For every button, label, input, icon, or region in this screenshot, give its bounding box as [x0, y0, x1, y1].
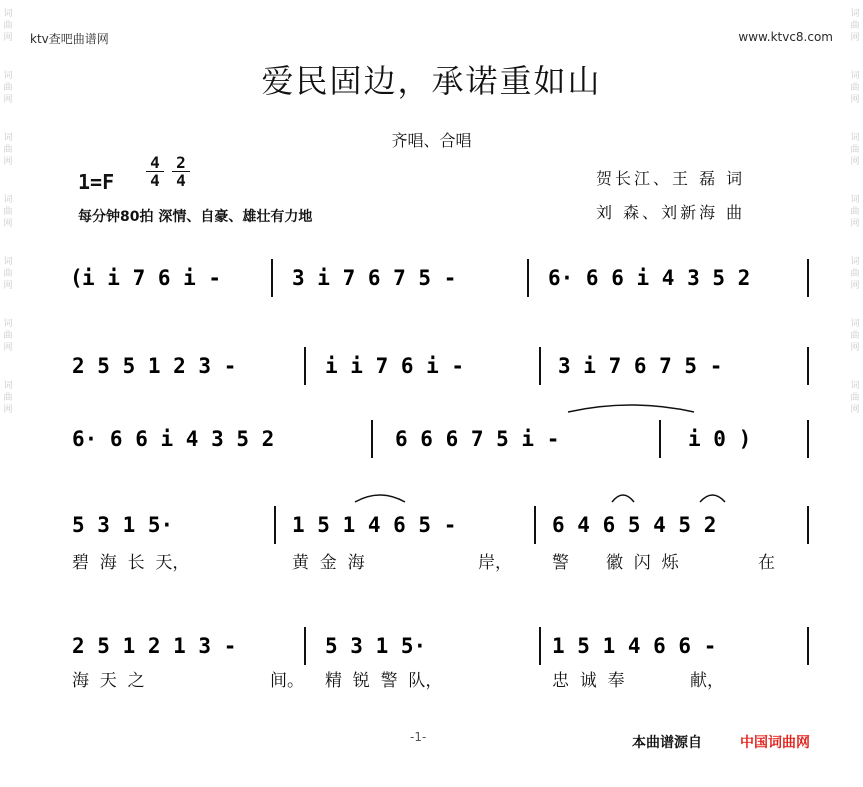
watermark-char: 网	[850, 405, 860, 415]
lyric-text: 在	[758, 553, 775, 573]
watermark-char: 网	[850, 281, 860, 291]
watermark-char: 曲	[850, 83, 860, 93]
watermark-char: 词	[3, 195, 13, 205]
score-measure: 6 4 6 5 4 5 2	[552, 513, 717, 537]
score-measure: 3 i 7 6 7 5 -	[558, 354, 723, 378]
meter-2-denominator: 4	[176, 171, 186, 190]
lyric-text: 岸，	[478, 553, 512, 573]
score-measure: (	[70, 266, 83, 290]
site-url-right: www.ktvc8.com	[738, 30, 833, 44]
watermark-char: 网	[3, 95, 13, 105]
lyric-text: 碧 海 长 天，	[72, 553, 190, 573]
composer-credit: 刘 森、刘新海 曲	[596, 203, 746, 222]
watermark-char: 网	[850, 343, 860, 353]
lyric-text: 精 锐 警 队，	[325, 671, 443, 691]
key-signature: 1=F	[78, 170, 115, 194]
score-measure: i i 7 6 i -	[325, 354, 465, 378]
lyric-text: 献，	[690, 671, 724, 691]
watermark-char: 曲	[850, 393, 860, 403]
meter-1-numerator: 4	[146, 154, 164, 172]
lyric-text: 警	[552, 553, 569, 573]
slur-arc	[355, 495, 405, 502]
lyric-text: 海 天 之	[72, 671, 145, 691]
watermark-char: 网	[3, 343, 13, 353]
watermark-char: 网	[850, 219, 860, 229]
watermark-char: 曲	[3, 145, 13, 155]
score-measure: 6· 6 6 i 4 3 5 2	[72, 427, 275, 451]
watermark-char: 曲	[3, 393, 13, 403]
watermark-char: 词	[850, 319, 860, 329]
watermark-char: 词	[3, 381, 13, 391]
slur-arc	[568, 405, 694, 412]
score-measure: 1 5 1 4 6 5 -	[292, 513, 457, 537]
watermark-char: 曲	[3, 331, 13, 341]
watermark-char: 网	[850, 33, 860, 43]
lyricist-credit: 贺长江、王 磊 词	[596, 169, 746, 188]
lyric-text: 徽 闪 烁	[606, 553, 679, 573]
watermark-char: 网	[850, 157, 860, 167]
score-measure: 5 3 1 5·	[72, 513, 174, 537]
watermark-char: 曲	[3, 269, 13, 279]
watermark-char: 曲	[3, 207, 13, 217]
score-measure: 2 5 5 1 2 3 -	[72, 354, 237, 378]
watermark-char: 曲	[3, 83, 13, 93]
watermark-char: 词	[850, 133, 860, 143]
watermark-char: 词	[850, 195, 860, 205]
slur-arc	[612, 495, 634, 502]
source-brand: 中国词曲网	[740, 735, 810, 751]
source-text: 本曲谱源自	[632, 735, 702, 751]
score-measure: 5 3 1 5·	[325, 634, 427, 658]
lyric-text: 忠 诚 奉	[552, 671, 625, 691]
watermark-char: 曲	[850, 207, 860, 217]
watermark-char: 词	[3, 133, 13, 143]
watermark-char: 网	[3, 33, 13, 43]
lyric-text: 间。	[270, 671, 304, 691]
watermark-char: 词	[3, 71, 13, 81]
song-title: 爱民固边，承诺重如山	[261, 62, 602, 100]
watermark-char: 曲	[850, 21, 860, 31]
watermark-char: 词	[3, 257, 13, 267]
score-measure: i 0 )	[688, 427, 752, 451]
site-name-left: ktv查吧曲谱网	[30, 32, 109, 46]
score-measure: 6 6 6 7 5 i -	[395, 427, 560, 451]
watermark-char: 词	[3, 319, 13, 329]
meter-2-numerator: 2	[172, 154, 190, 172]
watermark-char: 词	[850, 9, 860, 19]
page-number: -1-	[410, 730, 427, 744]
score-measure: 2 5 1 2 1 3 -	[72, 634, 237, 658]
tempo-marking: 每分钟80拍 深情、自豪、雄壮有力地	[78, 209, 313, 225]
meter-1-denominator: 4	[150, 171, 160, 190]
watermark-char: 曲	[850, 331, 860, 341]
lyric-text: 黄 金 海	[292, 553, 365, 573]
watermark-char: 曲	[3, 21, 13, 31]
slur-arc	[700, 495, 725, 502]
watermark-char: 网	[850, 95, 860, 105]
watermark-char: 网	[3, 405, 13, 415]
score-measure: 3 i 7 6 7 5 -	[292, 266, 457, 290]
watermark-char: 网	[3, 281, 13, 291]
score-measure: 6· 6 6 i 4 3 5 2	[548, 266, 751, 290]
watermark-char: 词	[3, 9, 13, 19]
watermark-char: 词	[850, 71, 860, 81]
watermark-char: 词	[850, 257, 860, 267]
watermark-char: 曲	[850, 269, 860, 279]
watermark-char: 网	[3, 157, 13, 167]
watermark-char: 曲	[850, 145, 860, 155]
score-measure: 1 5 1 4 6 6 -	[552, 634, 717, 658]
watermark-char: 词	[850, 381, 860, 391]
score-measure: i i 7 6 i -	[82, 266, 222, 290]
song-subtitle: 齐唱、合唱	[391, 131, 472, 150]
watermark-char: 网	[3, 219, 13, 229]
